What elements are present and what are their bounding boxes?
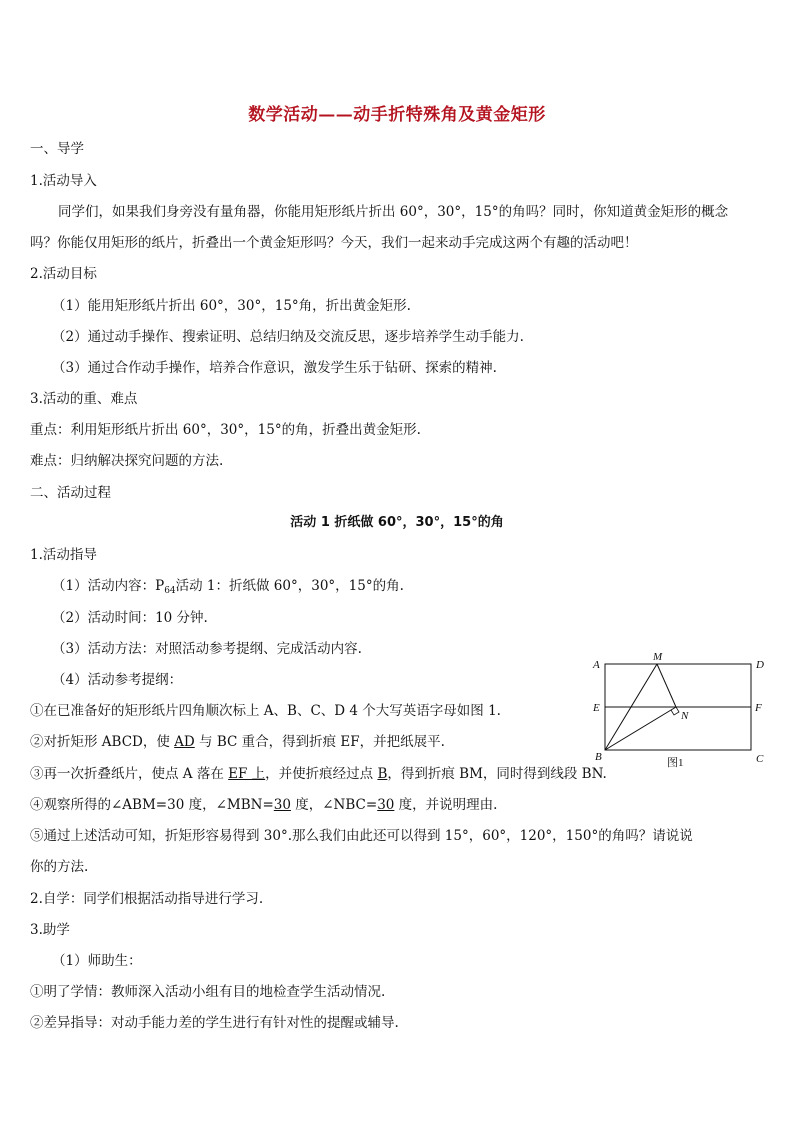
- step2-underlined: AD: [174, 734, 195, 750]
- step2-text-b: 与 BC 重合，得到折痕 EF，并把纸展平.: [194, 734, 445, 750]
- outline-step-3: [30, 765, 607, 783]
- figure-1-folded-rectangle: [585, 652, 770, 772]
- step3-text-c: ，得到折痕 BM，同时得到线段 BN.: [387, 766, 607, 782]
- subheading-intro: 1.活动导入: [30, 173, 97, 189]
- step4-underlined-1: 30: [273, 797, 291, 813]
- activity-time: （2）活动时间：10 分钟.: [52, 610, 208, 626]
- step4-text-b: 度，∠NBC=: [290, 797, 378, 813]
- figure-caption: 图1: [667, 757, 684, 769]
- difficult-point: 难点：归纳解决探究问题的方法.: [30, 453, 224, 469]
- outline-step-2: [30, 733, 445, 751]
- label-f: F: [755, 702, 762, 714]
- goal-item-1: （1）能用矩形纸片折出 60°，30°，15°角，折出黄金矩形.: [52, 298, 411, 314]
- step4-text-a: ④观察所得的∠ABM=30 度，∠MBN=: [30, 797, 274, 813]
- segment-bn: [605, 707, 676, 750]
- activity-outline-heading: （4）活动参考提纲：: [52, 672, 183, 688]
- self-study: 2.自学：同学们根据活动指导进行学习.: [30, 891, 264, 907]
- activity-content: [52, 577, 404, 600]
- label-c: C: [756, 753, 764, 765]
- step4-text-c: 度，并说明理由.: [394, 797, 498, 813]
- intro-paragraph-line2: 吗？你能仅用矩形的纸片，折叠出一个黄金矩形吗？今天，我们一起来动手完成这两个有趣的活动吧！: [30, 235, 638, 251]
- section-heading-guide: 一、导学: [30, 141, 84, 157]
- label-m: M: [653, 652, 663, 663]
- step3-text-b: ，并使折痕经过点: [265, 766, 378, 782]
- activity-content-suffix: 活动 1：折纸做 60°，30°，15°的角.: [175, 578, 404, 594]
- activity-method: （3）活动方法：对照活动参考提纲、完成活动内容.: [52, 641, 362, 657]
- activity-content-prefix: （1）活动内容：P: [52, 578, 165, 594]
- goal-item-2: （2）通过动手操作、搜索证明、总结归纳及交流反思，逐步培养学生动手能力.: [52, 329, 524, 345]
- step4-underlined-2: 30: [377, 797, 395, 813]
- outline-step-5-line1: ⑤通过上述活动可知，折矩形容易得到 30°.那么我们由此还可以得到 15°，60°，120°，150°的角吗？请说说: [30, 828, 693, 844]
- step3-underlined-2: B: [377, 766, 388, 782]
- key-point: 重点：利用矩形纸片折出 60°，30°，15°的角，折叠出黄金矩形.: [30, 422, 421, 438]
- label-d: D: [756, 659, 764, 671]
- page-title: 数学活动——动手折特殊角及黄金矩形: [248, 105, 546, 125]
- section-heading-process: 二、活动过程: [30, 485, 111, 501]
- subheading-key-points: 3.活动的重、难点: [30, 391, 138, 407]
- segment-mn: [657, 664, 676, 707]
- intro-paragraph-line1: 同学们，如果我们身旁没有量角器，你能用矩形纸片折出 60°，30°，15°的角吗？同时，你知道黄金矩形的概念: [58, 204, 729, 220]
- help-teacher: （1）师助生：: [52, 953, 142, 969]
- step3-text-a: ③再一次折叠纸片，使点 A 落在: [30, 766, 229, 782]
- help-item-2: ②差异指导：对动手能力差的学生进行有针对性的提醒或辅导.: [30, 1015, 399, 1031]
- label-n: N: [681, 710, 689, 722]
- outline-step-5-line2: 你的方法.: [30, 859, 89, 875]
- subheading-activity-guide: 1.活动指导: [30, 547, 97, 563]
- label-b: B: [595, 751, 602, 763]
- right-angle-mark: [671, 707, 679, 715]
- help-item-1: ①明了学情：教师深入活动小组有目的地检查学生活动情况.: [30, 984, 386, 1000]
- page-number-subscript: 64: [164, 586, 176, 596]
- subheading-goals: 2.活动目标: [30, 266, 97, 282]
- activity1-title: 活动 1 折纸做 60°，30°，15°的角: [290, 515, 504, 530]
- figure-1-svg: [585, 652, 770, 772]
- outline-step-4: [30, 796, 497, 814]
- goal-item-3: （3）通过合作动手操作，培养合作意识，激发学生乐于钻研、探索的精神.: [52, 360, 497, 376]
- label-e: E: [593, 702, 600, 714]
- label-a: A: [593, 659, 600, 671]
- step2-text-a: ②对折矩形 ABCD，使: [30, 734, 175, 750]
- step3-underlined-1: EF 上: [228, 766, 266, 782]
- outline-step-1: ①在已准备好的矩形纸片四角顺次标上 A、B、C、D 4 个大写英语字母如图 1.: [30, 703, 501, 719]
- subheading-help: 3.助学: [30, 922, 70, 938]
